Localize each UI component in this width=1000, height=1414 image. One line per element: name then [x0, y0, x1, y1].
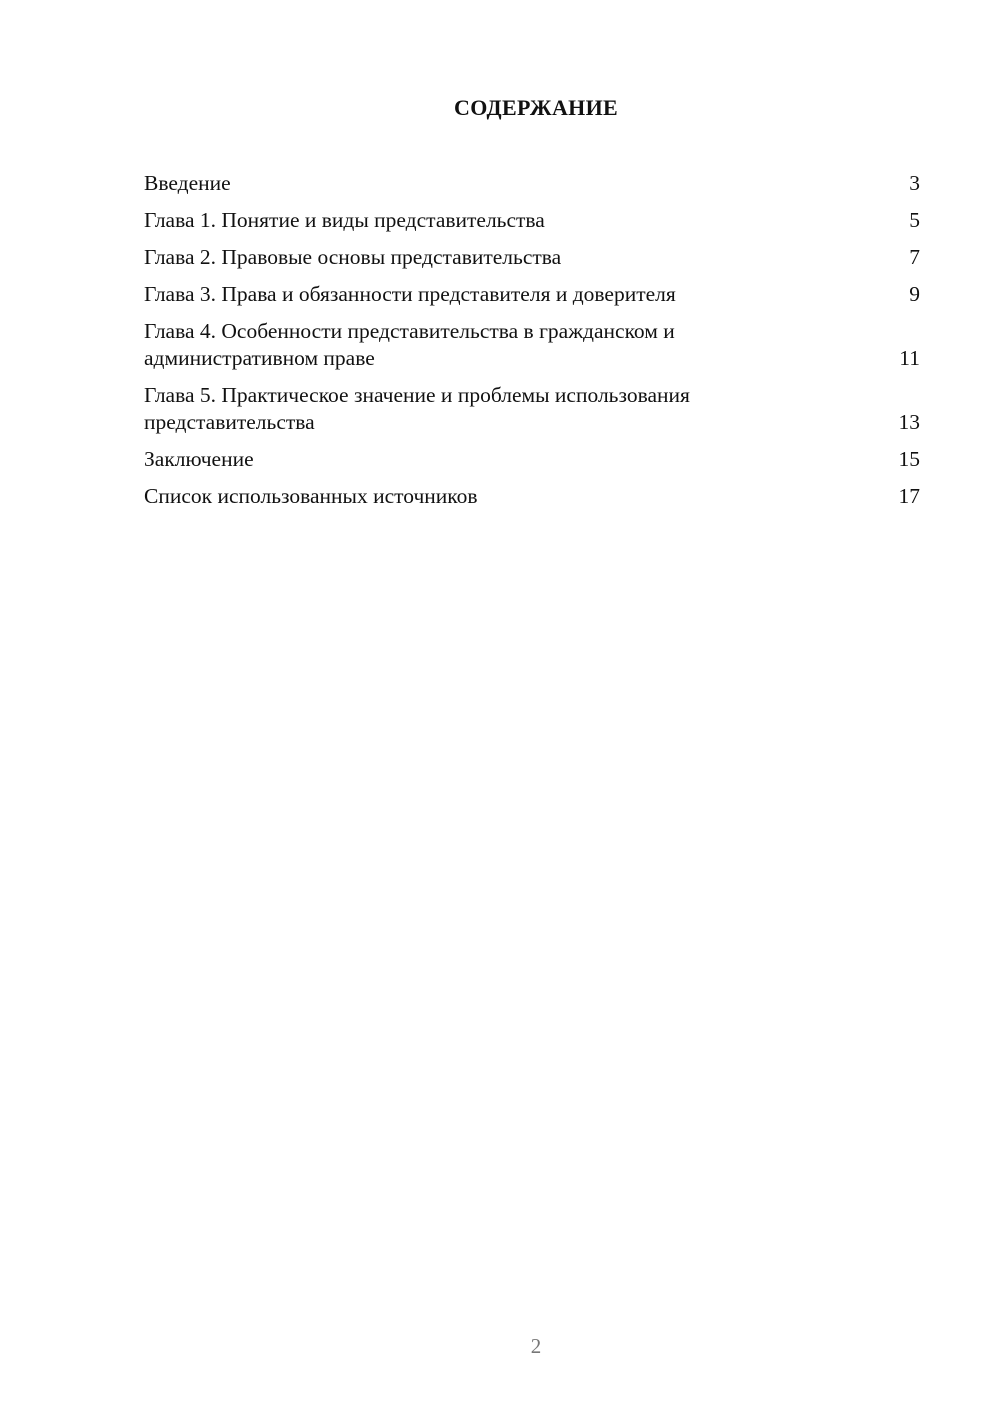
toc-entry-page: 11	[899, 346, 920, 370]
toc-entry-title: Глава 2. Правовые основы представительства	[144, 245, 562, 269]
toc-entry-page: 5	[909, 208, 920, 232]
toc-entry-title: Глава 4. Особенности представительства в гражданском и административном праве	[144, 319, 675, 370]
toc-entry-title: Введение	[144, 171, 231, 195]
page-title: СОДЕРЖАНИЕ	[454, 95, 618, 120]
toc-entry-title: Список использованных источников	[144, 484, 478, 508]
toc-entry-conclusion	[144, 446, 920, 473]
toc-entry-title: Заключение	[144, 447, 254, 471]
toc-entry-page: 15	[898, 447, 920, 471]
toc-entry-chapter-2	[144, 244, 920, 271]
toc-entry-title: Глава 1. Понятие и виды представительства	[144, 208, 545, 232]
toc-entry-page: 17	[898, 484, 920, 508]
toc-entry-chapter-4	[144, 318, 920, 372]
page-number: 2	[530, 1334, 542, 1358]
toc-entry-introduction	[144, 170, 920, 197]
toc-entry-page: 7	[909, 245, 920, 269]
toc-entry-title: Глава 5. Практическое значение и проблемы использования представительства	[144, 383, 690, 434]
toc-entry-references	[144, 483, 920, 510]
toc-entry-page: 13	[898, 410, 920, 434]
toc-entry-page: 9	[909, 282, 920, 306]
toc-entry-page: 3	[909, 171, 920, 195]
toc-entry-chapter-1	[144, 207, 920, 234]
table-of-contents	[144, 170, 920, 520]
toc-entry-title: Глава 3. Права и обязанности представителя и доверителя	[144, 282, 676, 306]
toc-entry-chapter-5	[144, 382, 920, 436]
toc-entry-chapter-3	[144, 281, 920, 308]
